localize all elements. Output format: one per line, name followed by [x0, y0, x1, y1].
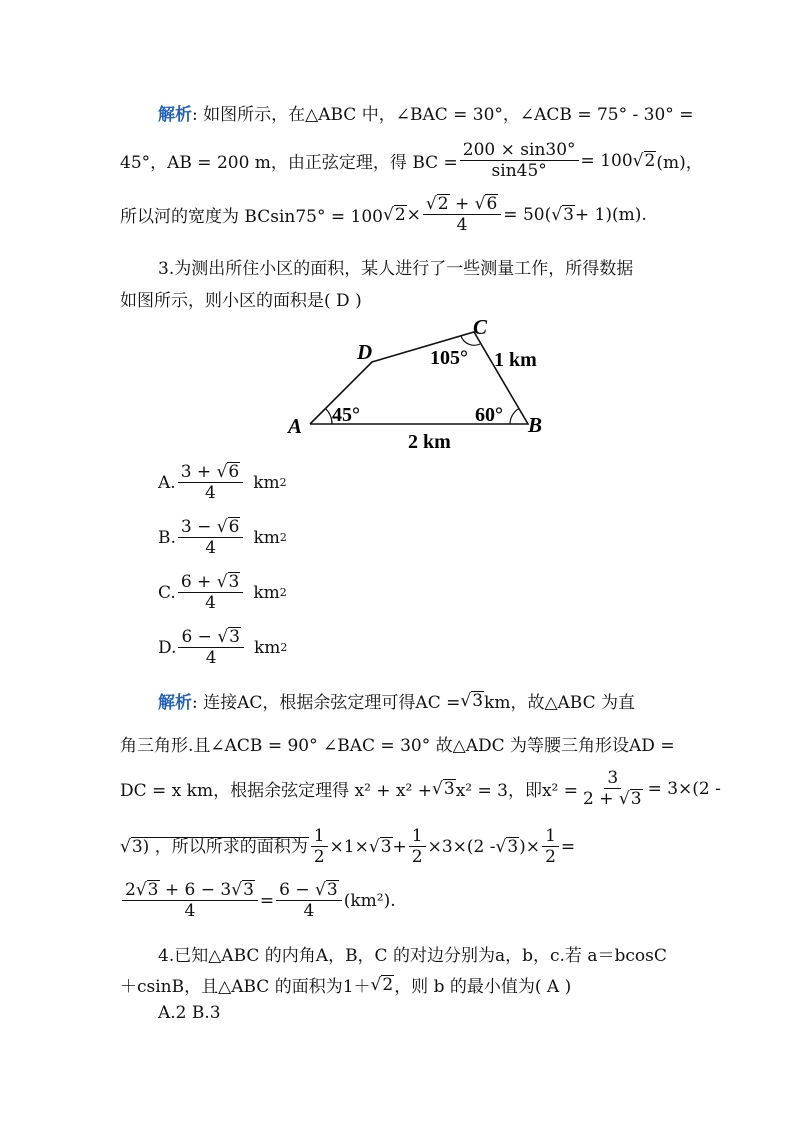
- solution-2-line-1: [158, 688, 635, 713]
- sqrt: √ 3: [460, 691, 484, 711]
- denominator: sin45°: [491, 161, 547, 181]
- solution-2-line-5: 2 √ 3 + 6 − 3 √ 3 4 = 6 − √ 3 4 (km²).: [120, 880, 396, 921]
- solution-1-line-1: [158, 100, 693, 125]
- fraction: [460, 140, 579, 181]
- solution-2-line-4: √ 3) ，所以所求的面积为 $\frac{1}{2}$ ×1× √ 3 + $\frac{1}{2}$ ×3×(2 - √ 3 )× $\frac{1}{2}$ =: [120, 826, 576, 867]
- option-d[interactable]: D. 6 − √ 3 4 km 2: [158, 627, 288, 668]
- side-AB-label: 2 km: [408, 431, 451, 453]
- text: 如图所示，则小区的面积是( D ): [120, 291, 362, 311]
- question-4-line-2: [120, 972, 571, 997]
- vertex-C: C: [473, 315, 488, 339]
- fraction: 2 √ 3 + 6 − 3 √ 3 4: [122, 880, 258, 921]
- solution-2-line-2: [120, 731, 675, 756]
- angle-B-label: 60°: [475, 404, 503, 426]
- solution-2-line-3: [120, 768, 721, 809]
- sqrt: √ 3) ，所以所求的面积为: [120, 837, 308, 857]
- angle-arc-B: [510, 409, 519, 425]
- solution-label: 解析: [158, 105, 192, 125]
- fraction: $\frac{1}{2}$: [542, 826, 559, 867]
- fraction: [423, 194, 501, 235]
- question-3-line-2: [120, 286, 362, 311]
- text: DC = x km，根据余弦定理得 x² + x² +: [120, 781, 433, 801]
- vertex-B: B: [528, 413, 543, 437]
- numerator: 200 × sin30°: [460, 140, 579, 161]
- sqrt: √ 3: [495, 837, 519, 857]
- text: ，则 b 的最小值为( A ): [394, 977, 572, 997]
- option-b[interactable]: B. 3 − √ 6 4 km 2: [158, 517, 287, 558]
- question-4-options[interactable]: [158, 1003, 221, 1023]
- text: (m)，: [656, 153, 703, 173]
- vertex-A: A: [288, 414, 303, 438]
- text: km，故△ABC 为直: [484, 693, 636, 713]
- sqrt: √ 2: [370, 975, 394, 995]
- question-3-line-1: [158, 254, 633, 279]
- text: x² = 3，即x² =: [455, 781, 579, 801]
- sqrt: √ 3: [368, 837, 392, 857]
- option-c[interactable]: C. 6 + √ 3 4 km 2: [158, 572, 287, 613]
- sqrt: √ 3: [551, 205, 574, 225]
- text: = 100: [580, 150, 633, 171]
- options-text[interactable]: A.2 B.3: [158, 1003, 221, 1023]
- text: : 连接AC，根据余弦定理可得AC =: [192, 693, 461, 713]
- fraction: $\frac{1}{2}$: [311, 826, 328, 867]
- text: = 3×(2 -: [647, 778, 721, 799]
- numerator: √ 2 + √ 6: [423, 194, 501, 215]
- side-BC-label: 1 km: [494, 349, 537, 371]
- text: 4.已知△ABC 的内角A，B，C 的对边分别为a，b，c.若 a＝bcosC: [158, 946, 667, 966]
- text: 角三角形.且∠ACB = 90° ∠BAC = 30° 故△ADC 为等腰三角形设AD =: [120, 736, 675, 756]
- option-a[interactable]: A. 3 + √ 6 4 km 2: [158, 462, 287, 503]
- solution-1-line-3: [120, 194, 647, 235]
- fraction: 3 2 + √ 3: [583, 768, 642, 809]
- text: ＋csinB，且△ABC 的面积为1＋: [120, 977, 371, 997]
- text: = 50(: [503, 204, 552, 225]
- sqrt: √ 2: [632, 151, 656, 171]
- text: ×: [406, 204, 421, 225]
- text: (km²).: [343, 890, 396, 911]
- angle-A-label: 45°: [332, 404, 360, 426]
- quadrilateral-figure: [280, 312, 560, 462]
- sqrt: √ 3: [432, 779, 455, 799]
- text: 3.为测出所住小区的面积，某人进行了一些测量工作，所得数据: [158, 259, 634, 279]
- text: + 1)(m).: [574, 204, 647, 225]
- vertex-D: D: [357, 340, 373, 364]
- solution-label: 解析: [158, 693, 192, 713]
- text: 45°，AB = 200 m，由正弦定理，得 BC =: [120, 153, 458, 173]
- solution-1-line-2: [120, 140, 703, 181]
- fraction: 6 − √ 3 4: [276, 880, 342, 921]
- fraction: $\frac{1}{2}$: [409, 826, 426, 867]
- text: 所以河的宽度为 BCsin75° = 100: [120, 207, 383, 227]
- sqrt: √ 2: [382, 205, 406, 225]
- question-4-line-1: [158, 941, 667, 966]
- text: : 如图所示，在△ABC 中，∠BAC = 30°，∠ACB = 75° - 30° =: [192, 105, 694, 125]
- denominator: 4: [456, 215, 468, 235]
- angle-C-label: 105°: [430, 347, 468, 369]
